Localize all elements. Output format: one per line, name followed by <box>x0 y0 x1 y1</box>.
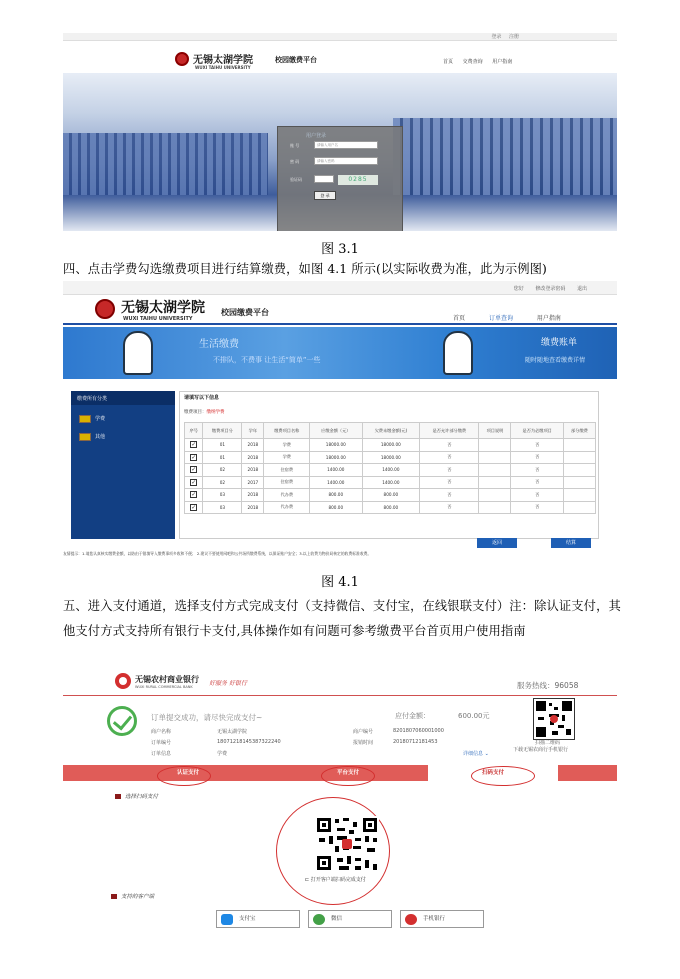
university-logo-icon <box>95 299 115 319</box>
form-title: 请填写以下信息 <box>184 395 220 401</box>
fee-table <box>184 422 596 514</box>
sidebar-item-label: 学费 <box>95 416 106 422</box>
category-sidebar <box>71 391 175 539</box>
table-body <box>185 439 596 514</box>
table-cell: 否 <box>420 451 479 464</box>
table-cell: 否 <box>420 501 479 514</box>
table-cell: 否 <box>511 489 563 502</box>
table-cell: 学费 <box>264 451 310 464</box>
table-cell: 18000.00 <box>362 451 420 464</box>
step-4-text: 四、点击学费勾选缴费项目进行结算缴费，如图 4.1 所示(以实际收费为准，此为示例图) <box>63 262 547 276</box>
table-cell: 2018 <box>242 464 264 477</box>
column-header: 序号 <box>185 423 203 439</box>
table-cell: 2018 <box>242 489 264 502</box>
sidebar-header: 缴费所有分类 <box>71 391 175 405</box>
table-cell: 2017 <box>242 476 264 489</box>
bank-header <box>63 668 617 696</box>
row-checkbox[interactable]: ✓ <box>191 453 197 461</box>
register-link[interactable]: 注册 <box>508 34 519 40</box>
table-cell: 1400.00 <box>310 464 362 477</box>
merchant-no-value: 8201807060001000 <box>393 728 444 734</box>
row-checkbox[interactable]: ✓ <box>191 503 197 511</box>
table-cell: 800.00 <box>362 501 420 514</box>
amount-due <box>395 711 490 721</box>
row-checkbox[interactable]: ✓ <box>191 441 197 449</box>
time-value: 20180712181453 <box>393 739 438 745</box>
column-header: 缴费项目分 <box>203 423 242 439</box>
table-cell: 02 <box>203 476 242 489</box>
table-cell <box>479 464 511 477</box>
column-header: 是否为必缴项目 <box>511 423 563 439</box>
settle-button[interactable]: 结算 <box>551 538 591 548</box>
table-cell: 否 <box>511 439 563 452</box>
alipay-button[interactable] <box>216 910 300 928</box>
table-cell: 18000.00 <box>310 439 362 452</box>
top-bar <box>63 281 617 295</box>
university-logo-icon <box>175 52 189 66</box>
table-row <box>185 464 596 477</box>
table-cell <box>563 464 595 477</box>
university-name: 无锡太湖学院 <box>121 300 205 316</box>
order-info-label: 订单信息 <box>151 751 172 757</box>
payment-qr-code <box>315 816 379 872</box>
merchant-name-value: 无锡太湖学院 <box>217 729 248 735</box>
header <box>63 295 617 325</box>
hotline: 服务热线：96058 <box>517 681 579 690</box>
section-scan-pay: 选择扫码支付 <box>115 792 158 800</box>
order-no-value: 18071218145387322240 <box>217 739 281 745</box>
column-header: 欠费未缴金额(元) <box>362 423 420 439</box>
scan-instruction <box>305 876 366 883</box>
captcha-input[interactable] <box>314 175 334 183</box>
banner-right-title: 缴费账单 <box>541 338 578 348</box>
merchant-no-label: 商户编号 <box>353 729 374 735</box>
column-header: 是否允许部分缴费 <box>420 423 479 439</box>
scan-instruction-label: 打开客户端扫码完成支付 <box>310 877 366 883</box>
table-cell: 01 <box>203 439 242 452</box>
table-cell: 学费 <box>264 439 310 452</box>
table-cell <box>563 451 595 464</box>
row-checkbox-cell <box>185 501 203 514</box>
university-name-en: WUXI TAIHU UNIVERSITY <box>195 65 251 70</box>
step-5-text: 五、进入支付通道，选择支付方式完成支付（支持微信、支付宝，在线银联支付）注：除认证支付，其他支付方式支持所有银行卡支付,具体操作如有问题可参考缴费平台首页用户使用指南 <box>63 599 621 638</box>
table-cell: 代办费 <box>264 501 310 514</box>
row-checkbox-cell <box>185 439 203 452</box>
fee-item-value: 缴纳学费 <box>206 410 225 415</box>
table-cell: 800.00 <box>310 501 362 514</box>
wallet-icon <box>79 415 91 423</box>
nav-home[interactable]: 首页 <box>443 59 454 65</box>
main-nav <box>443 58 520 65</box>
header <box>63 41 617 73</box>
password-input[interactable]: 请输入密码 <box>314 157 378 165</box>
table-cell: 1400.00 <box>362 476 420 489</box>
nav-home[interactable]: 首页 <box>453 315 466 322</box>
table-row <box>185 489 596 502</box>
row-checkbox[interactable]: ✓ <box>191 466 197 474</box>
table-cell: 800.00 <box>362 489 420 502</box>
row-checkbox-cell <box>185 464 203 477</box>
login-title: 用户登录 <box>306 133 327 139</box>
form-subtitle <box>184 409 225 415</box>
column-header: 项目说明 <box>479 423 511 439</box>
table-cell: 03 <box>203 501 242 514</box>
table-cell <box>479 476 511 489</box>
table-cell <box>563 489 595 502</box>
sidebar-item-label: 其他 <box>95 434 106 440</box>
table-cell: 否 <box>511 501 563 514</box>
alipay-label: 支付宝 <box>239 916 256 922</box>
bank-name: 无锡农村商业银行 <box>135 675 199 684</box>
time-label: 报销时间 <box>353 740 374 746</box>
table-header <box>185 423 596 439</box>
column-header: 学年 <box>242 423 264 439</box>
tips-text: 友情提示：1.请您认真核实缴费金额，以防由于错填导入缴费事项多收和不便； 2.建议不要使用网吧和公共场所缴费系统，以保证账户安全；3.以上收费为物价局核定的收费标准收费。 <box>63 551 372 556</box>
qr-caption-1: 扫描二维码 <box>535 740 561 746</box>
bank-slogan: 好服务 好银行 <box>209 680 247 687</box>
table-cell: 住宿费 <box>264 476 310 489</box>
table-row <box>185 501 596 514</box>
change-password-link[interactable]: 修改登录密码 <box>535 286 566 292</box>
table-cell <box>563 501 595 514</box>
row-checkbox-cell <box>185 476 203 489</box>
banner-right-sub: 随时随地查看缴费详情 <box>525 357 586 364</box>
password-label: 密 码 <box>290 159 300 164</box>
nav-query[interactable]: 交费查询 <box>462 59 483 65</box>
table-cell: 代办费 <box>264 489 310 502</box>
campus-hero-image <box>63 73 617 231</box>
logout-link[interactable]: 退出 <box>576 286 587 292</box>
tab-scan-pay-label: 扫码支付 <box>481 770 504 776</box>
sidebar-item-other[interactable] <box>77 431 167 443</box>
table-cell <box>479 489 511 502</box>
table-cell: 1400.00 <box>362 464 420 477</box>
alipay-icon <box>221 914 233 925</box>
row-checkbox[interactable]: ✓ <box>191 478 197 486</box>
details-label: 详细信息 <box>463 751 484 757</box>
details-link[interactable] <box>463 750 489 757</box>
highlight-oval <box>157 766 211 786</box>
table-cell: 否 <box>511 476 563 489</box>
login-link[interactable]: 登录 <box>491 34 502 40</box>
table-cell: 2018 <box>242 439 264 452</box>
table-cell <box>563 476 595 489</box>
main-nav <box>453 313 583 322</box>
fee-item-label: 缴费项目： <box>184 410 207 415</box>
table-row <box>185 439 596 452</box>
top-links <box>504 285 587 292</box>
table-cell: 否 <box>511 451 563 464</box>
table-cell: 01 <box>203 451 242 464</box>
table-cell: 02 <box>203 464 242 477</box>
cartoon-figure-icon <box>123 331 153 375</box>
back-button[interactable]: 返回 <box>477 538 517 548</box>
table-cell: 800.00 <box>310 489 362 502</box>
fee-form <box>179 391 599 539</box>
order-no-label: 订单编号 <box>151 740 172 746</box>
table-cell: 18000.00 <box>362 439 420 452</box>
figure-payment-page <box>63 668 617 938</box>
caption-3-1: 图 3.1 <box>321 242 359 257</box>
top-strip <box>63 33 617 41</box>
mobile-bank-label: 手机银行 <box>423 916 446 922</box>
highlight-oval <box>321 766 375 786</box>
check-circle-icon <box>107 706 137 736</box>
tab-platform-pay[interactable]: 平台支付 <box>336 770 359 776</box>
wallet-icon <box>79 433 91 441</box>
wechat-icon <box>313 914 325 925</box>
greeting: 您好 <box>513 286 524 292</box>
row-checkbox-cell <box>185 489 203 502</box>
platform-name: 校园缴费平台 <box>221 308 269 317</box>
table-cell: 否 <box>420 439 479 452</box>
row-checkbox-cell <box>185 451 203 464</box>
table-cell: 否 <box>420 464 479 477</box>
table-cell: 18000.00 <box>310 451 362 464</box>
platform-name: 校园缴费平台 <box>275 56 317 64</box>
building-left <box>63 133 268 203</box>
figure-3-1-login-screenshot <box>63 33 617 231</box>
highlight-oval <box>471 766 535 786</box>
merchant-name-label: 商户名称 <box>151 729 172 735</box>
bank-name-en: WUXI RURAL COMMERCIAL BANK <box>135 685 193 689</box>
banner-left-title: 生活缴费 <box>199 339 239 350</box>
wechat-button[interactable] <box>308 910 392 928</box>
table-cell: 1400.00 <box>310 476 362 489</box>
login-button[interactable]: 登 录 <box>314 191 336 200</box>
order-info-value: 学费 <box>217 751 228 757</box>
mobile-bank-button[interactable] <box>400 910 484 928</box>
amount-value: 600.00元 <box>458 712 490 720</box>
username-input[interactable]: 请输入用户名 <box>314 141 378 149</box>
caption-4-1: 图 4.1 <box>321 575 359 590</box>
row-checkbox[interactable]: ✓ <box>191 491 197 499</box>
mobile-bank-icon <box>405 914 417 925</box>
table-cell <box>563 439 595 452</box>
nav-orders[interactable]: 订单查询 <box>488 315 513 322</box>
column-header: 应缴金额（元） <box>310 423 362 439</box>
table-cell: 03 <box>203 489 242 502</box>
captcha-image[interactable]: 0285 <box>338 175 378 185</box>
amount-label: 应付金额： <box>395 712 430 720</box>
wechat-label: 微信 <box>331 916 343 922</box>
scan-icon: ⊏ <box>305 877 310 883</box>
table-row <box>185 476 596 489</box>
sidebar-item-tuition[interactable] <box>77 413 167 425</box>
order-success-text: 订单提交成功，请尽快完成支付~ <box>151 713 263 722</box>
promo-banner <box>63 327 617 379</box>
bank-logo-icon <box>115 673 131 689</box>
tab-auth-pay[interactable]: 认证支付 <box>176 770 199 776</box>
nav-guide[interactable]: 用户指南 <box>536 315 561 322</box>
section-clients: 支持的客户端 <box>111 892 154 900</box>
table-cell <box>479 451 511 464</box>
table-cell: 否 <box>420 489 479 502</box>
table-row <box>185 451 596 464</box>
table-cell: 否 <box>420 476 479 489</box>
chevron-down-icon: ⌄ <box>484 751 489 757</box>
building-right <box>393 118 617 203</box>
column-header: 缴费项目名称 <box>264 423 310 439</box>
table-cell: 住宿费 <box>264 464 310 477</box>
app-download-qr-icon <box>533 698 575 740</box>
table-cell <box>479 439 511 452</box>
banner-left-sub: 不排队，不费事 让生活“简单”一些 <box>213 356 321 364</box>
nav-guide[interactable]: 用户指南 <box>492 59 513 65</box>
university-name-en: WUXI TAIHU UNIVERSITY <box>123 316 193 322</box>
university-name: 无锡太湖学院 <box>193 55 253 66</box>
table-cell: 否 <box>511 464 563 477</box>
cartoon-figure-icon <box>443 331 473 375</box>
table-cell: 2018 <box>242 451 264 464</box>
login-panel <box>277 126 403 231</box>
figure-4-1-fee-selection <box>63 281 617 564</box>
column-header: 部分缴费 <box>563 423 595 439</box>
top-links <box>485 33 519 41</box>
captcha-label: 验证码 <box>290 177 302 182</box>
table-cell: 2018 <box>242 501 264 514</box>
table-cell <box>479 501 511 514</box>
qr-caption-2: 下载无锡农商行手机银行 <box>513 747 569 753</box>
user-label: 账 号 <box>290 143 300 148</box>
